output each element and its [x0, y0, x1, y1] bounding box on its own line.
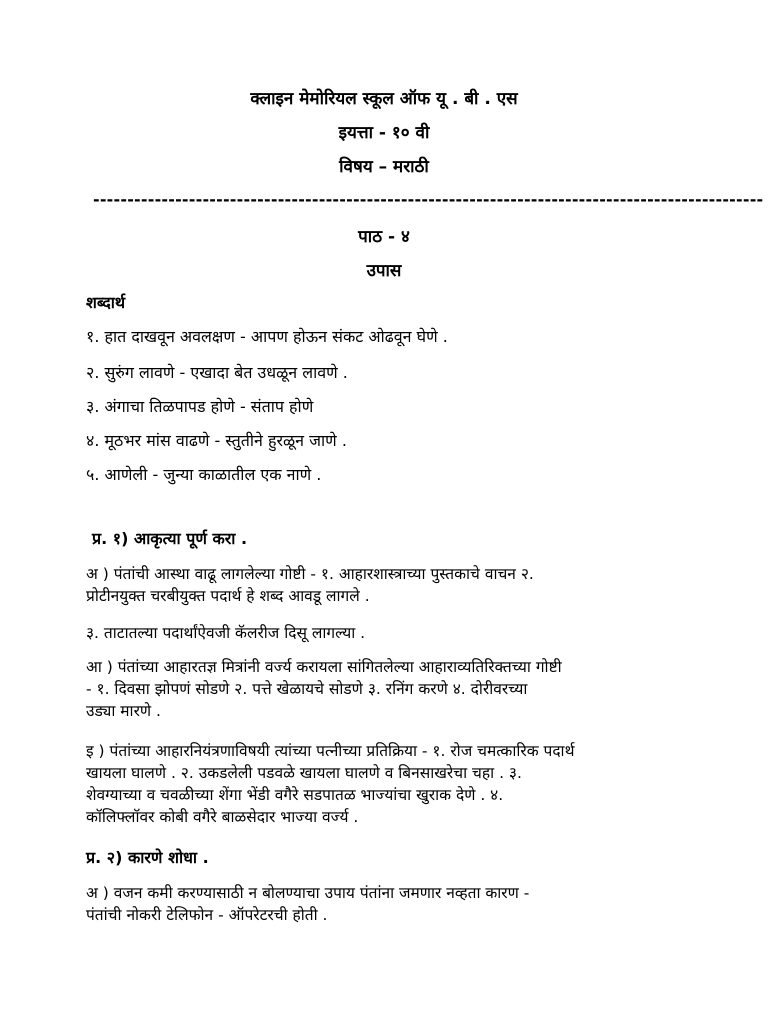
divider-line: -------------------------------------------------------------------------------------------------- — [93, 190, 764, 209]
text-line: अ ) पंतांची आस्था वाढू लागलेल्या गोष्टी - १. आहारशास्त्राच्या पुस्तकाचे वाचन २. — [86, 565, 534, 583]
glossary-item: ३. अंगाचा तिळपापड होणे - संताप होणे — [86, 397, 314, 416]
text-line: इ ) पंतांच्या आहारनियंत्रणाविषयी त्यांच्या पत्नीच्या प्रतिक्रिया - १. रोज चमत्कारिक पदार्थ — [86, 742, 575, 760]
text-line: पंतांची नोकरी टेलिफोन - ऑपरेटरची होती . — [86, 906, 328, 924]
q1-answer-b — [86, 656, 686, 722]
text-line: शेवग्याच्या व चवळीच्या शेंगा भेंडी वगैरे सडपातळ भाज्यांचा खुराक देणे . ४. — [86, 786, 504, 804]
glossary-item: ४. मूठभर मांस वाढणे - स्तुतीने हुरळून जाणे . — [86, 431, 347, 450]
glossary-heading: शब्दार्थ — [86, 293, 126, 312]
text-line: आ ) पंतांच्या आहारतज्ञ मित्रांनी वर्ज्य करायला सांगितलेल्या आहाराव्यतिरिक्तच्या गोष्टी — [86, 658, 562, 676]
text-line: कॉलिफ्लॉवर कोबी वगैरे बाळसेदार भाज्या वर्ज्य . — [86, 808, 359, 826]
q1-answer-a — [86, 563, 686, 607]
text-line: ३. ताटातल्या पदार्थांऐवजी कॅलरीज दिसू लागल्या . — [86, 624, 366, 642]
lesson-number: पाठ - ४ — [358, 227, 410, 247]
text-line: खायला घालणे . २. उकडलेली पडवळे खायला घालणे व बिनसाखरेचा चहा . ३. — [86, 764, 522, 782]
glossary-item: १. हात दाखवून अवलक्षण - आपण होऊन संकट ओढवून घेणे . — [86, 327, 448, 346]
text-line: अ ) वजन कमी करण्यासाठी न बोलण्याचा उपाय पंतांना जमणार नव्हता कारण - — [86, 884, 530, 902]
lesson-title: उपास — [366, 261, 402, 281]
glossary-item: ५. आणेली - जुन्या काळातील एक नाणे . — [86, 465, 322, 484]
q1-answer-c — [86, 740, 686, 828]
question-1-heading: प्र. १) आकृत्या पूर्ण करा . — [92, 529, 248, 548]
q1-answer-a3 — [86, 622, 686, 644]
question-2-heading: प्र. २) कारणे शोधा . — [86, 848, 209, 867]
grade-label: इयत्ता - १० वी — [338, 123, 430, 143]
text-line: उड्या मारणे . — [86, 702, 161, 720]
q2-answer-a — [86, 882, 686, 926]
glossary-item: २. सुरुंग लावणे - एखादा बेत उधळून लावणे . — [86, 363, 348, 382]
subject-label: विषय – मराठी — [339, 157, 429, 177]
text-line: - १. दिवसा झोपणं सोडणे २. पत्ते खेळायचे सोडणे ३. रनिंग करणे ४. दोरीवरच्या — [86, 680, 528, 698]
text-line: प्रोटीनयुक्त चरबीयुक्त पदार्थ हे शब्द आवडू लागले . — [86, 587, 370, 605]
school-name: क्लाइन मेमोरियल स्कूल ऑफ यू . बी . एस — [250, 89, 518, 109]
